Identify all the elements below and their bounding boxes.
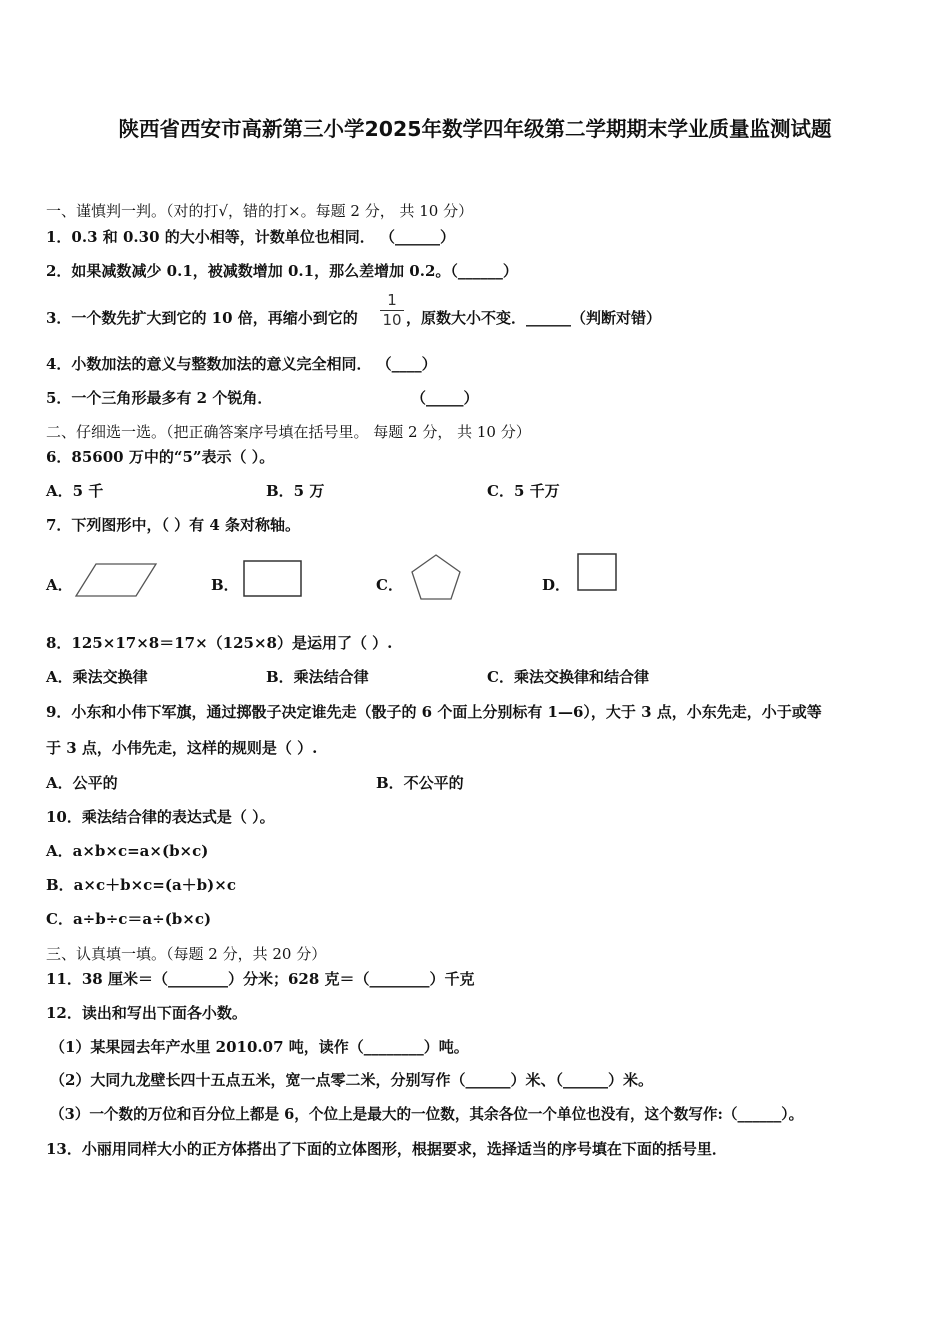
question-10: 10．乘法结合律的表达式是（ ）。 [46, 808, 275, 826]
question-8: 8．125×17×8＝17×（125×8）是运用了（ ）. [46, 634, 393, 652]
parallelogram-shape [74, 560, 160, 600]
q8-option-b: B．乘法结合律 [266, 668, 369, 686]
question-9-line1: 9．小东和小伟下军旗，通过掷骰子决定谁先走（骰子的 6 个面上分别标有 1—6），大于 3 点，小东先走，小于或等 [46, 703, 822, 721]
question-12-2: （2）大同九龙壁长四十五点五米，宽一点零二米，分别写作（______）米、（______）米。 [50, 1071, 653, 1089]
page-title: 陕西省西安市高新第三小学2025年数学四年级第二学期期末学业质量监测试题 [118, 117, 832, 141]
question-12-1: （1）某果园去年产水里 2010.07 吨，读作（________）吨。 [50, 1038, 469, 1056]
q10-option-a: A．a×b×c=a×(b×c) [46, 842, 209, 860]
question-3-fraction [380, 292, 404, 329]
q7-option-d: D． [542, 576, 571, 594]
rectangle-shape [241, 558, 305, 600]
question-5-blank: （_____） [411, 389, 479, 407]
question-6: 6．85600 万中的“5”表示（ ）。 [46, 448, 275, 466]
q7-option-a: A． [46, 576, 73, 594]
question-4: 4．小数加法的意义与整数加法的意义完全相同． （____） [46, 355, 437, 373]
question-9-line2: 于 3 点，小伟先走，这样的规则是（ ）. [46, 739, 318, 757]
question-3-after: ，原数大小不变．______（判断对错） [406, 309, 662, 327]
q8-option-c: C．乘法交换律和结合律 [487, 668, 649, 686]
section2-header: 二、仔细选一选。（把正确答案序号填在括号里。 每题 2 分， 共 10 分） [46, 423, 531, 441]
question-2: 2．如果减数减少 0.1，被减数增加 0.1，那么差增加 0.2。（______） [46, 262, 518, 280]
q6-option-a: A．5 千 [46, 482, 104, 500]
pentagon-shape [408, 551, 464, 603]
question-11: 11．38 厘米＝（________）分米；628 克＝（________）千克 [46, 970, 475, 988]
q10-option-c: C．a÷b÷c＝a÷(b×c) [46, 910, 212, 928]
q7-option-c: C． [376, 576, 403, 594]
q9-option-a: A．公平的 [46, 774, 118, 792]
section1-header: 一、谨慎判一判。（对的打√，错的打×。每题 2 分， 共 10 分） [46, 202, 474, 220]
q9-option-b: B．不公平的 [376, 774, 464, 792]
question-3-before: 3．一个数先扩大到它的 10 倍，再缩小到它的 [46, 309, 358, 327]
section3-header: 三、认真填一填。（每题 2 分，共 20 分） [46, 945, 327, 963]
square-shape [574, 550, 620, 594]
question-5: 5．一个三角形最多有 2 个锐角． [46, 389, 273, 407]
question-1: 1．0.3 和 0.30 的大小相等，计数单位也相同． （______） [46, 228, 455, 246]
question-7: 7．下列图形中，（ ）有 4 条对称轴。 [46, 516, 301, 534]
fraction-denominator: 10 [382, 311, 402, 329]
q7-option-b: B． [211, 576, 239, 594]
question-12-3: （3）一个数的万位和百分位上都是 6，个位上是最大的一位数，其余各位一个单位也没有，这个数写作:（______）。 [50, 1106, 804, 1123]
q6-option-c: C．5 千万 [487, 482, 560, 500]
q8-option-a: A．乘法交换律 [46, 668, 148, 686]
fraction-numerator: 1 [387, 291, 397, 309]
question-13: 13．小丽用同样大小的正方体搭出了下面的立体图形，根据要求，选择适当的序号填在下面的括号里． [46, 1140, 727, 1158]
q6-option-b: B．5 万 [266, 482, 325, 500]
q10-option-b: B．a×c＋b×c=(a＋b)×c [46, 876, 236, 894]
question-12: 12．读出和写出下面各小数。 [46, 1004, 247, 1022]
